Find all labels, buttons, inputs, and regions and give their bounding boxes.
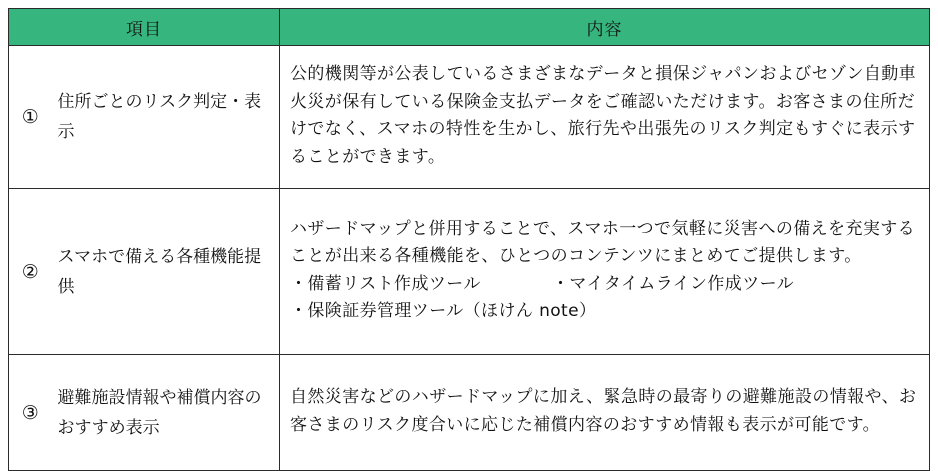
row-number: ③ <box>9 355 52 471</box>
table-header-row <box>9 9 930 46</box>
feature-item: ・マイタイムライン作成ツール <box>552 273 795 294</box>
row-content <box>280 355 930 471</box>
row-content <box>280 189 930 355</box>
row-number: ② <box>9 189 52 355</box>
table-row <box>9 189 930 355</box>
feature-item: ・備蓄リスト作成ツール <box>290 273 481 294</box>
row-content-text: 公的機関等が公表しているさまざまなデータと損保ジャパンおよびセゾン自動車火災が保有している保険金支払データをご確認いただけます。お客さまの住所だけでなく、スマホの特性を生かし、旅行先や出張先のリスク判定もすぐに表示することができます。 <box>290 64 917 167</box>
table-row <box>9 46 930 189</box>
row-item: 避難施設情報や補償内容のおすすめ表示 <box>52 355 280 471</box>
header-item: 項目 <box>9 9 280 46</box>
feature-list <box>290 271 921 326</box>
row-content-text: ハザードマップと併用することで、スマホ一つで気軽に災害への備えを充実することが出来る各種機能を、ひとつのコンテンツにまとめてご提供します。 <box>290 218 916 266</box>
row-item: 住所ごとのリスク判定・表示 <box>52 46 280 189</box>
row-item: スマホで備える各種機能提供 <box>52 189 280 355</box>
table-row <box>9 355 930 471</box>
feature-table <box>8 8 930 471</box>
row-content-text: 自然災害などのハザードマップに加え、緊急時の最寄りの避難施設の情報や、お客さまのリスク度合いに応じた補償内容のおすすめ情報も表示が可能です。 <box>290 387 917 435</box>
row-content <box>280 46 930 189</box>
header-content: 内容 <box>280 9 930 46</box>
row-number: ① <box>9 46 52 189</box>
feature-item: ・保険証券管理ツール（ほけん note） <box>290 301 597 321</box>
